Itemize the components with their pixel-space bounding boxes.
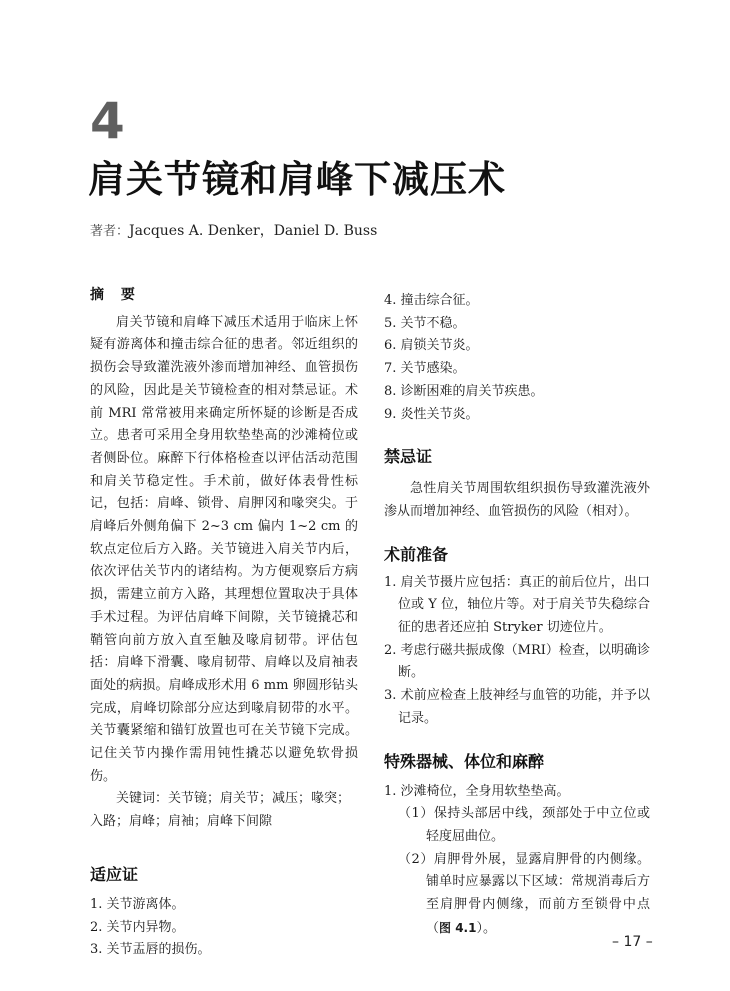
right-column: [384, 290, 650, 940]
equipment-sub-2-end: ）。: [476, 920, 496, 936]
list-item: 2. 关节内异物。: [90, 919, 185, 935]
authors-label: 著者：: [90, 224, 130, 239]
indications-heading: 适应证: [90, 864, 139, 884]
list-item: 8. 诊断困难的肩关节疾患。: [384, 383, 544, 399]
list-item: 3. 关节盂唇的损伤。: [90, 942, 211, 958]
list-item: 7. 关节感染。: [384, 361, 466, 377]
list-item: 5. 关节不稳。: [384, 315, 466, 331]
preop-list: [384, 572, 650, 731]
figure-reference[interactable]: 图 4.1: [439, 920, 477, 935]
list-item: 6. 肩锁关节炎。: [384, 338, 479, 354]
contraindications-body: 急性肩关节周围软组织损伤导致灌洗液外渗从而增加神经、血管损伤的风险（相对）。: [384, 481, 650, 519]
abstract-body: 肩关节镜和肩峰下减压术适用于临床上怀疑有游离体和撞击综合征的患者。邻近组织的损伤会导致灌洗液外渗而增加神经、血管损伤的风险，因此是关节镜检查的相对禁忌证。术前 MRI 常常被用来确定所怀疑的诊断是否成立。患者可采用全身用软垫垫高的沙滩椅位或者侧卧位。麻醉下行体格检查以评估活动范围和肩关节稳定性。手术前，做好体表骨性标记，包括：肩峰、锁骨、肩胛冈和喙突尖。于肩峰后外侧角偏下 2~3 cm 偏内 1~2 cm 的软点定位后方入路。关节镜进入肩关节内后，依次评估关节内的诸结构。为方便观察后方病损，需建立前方入路，其理想位置取决于具体手术过程。为评估肩峰下间隙，关节镜撬芯和鞘管向前方放入直至触及喙肩韧带。评估包括：肩峰下滑囊、喙肩韧带、肩峰以及肩袖表面处的病损。肩峰成形术用 6 mm 卵圆形钻头完成，肩峰切除部分应达到喙肩韧带的水平。关节囊紧缩和锚钉放置也可在关节镜下完成。记住关节内操作需用钝性撬芯以避免软骨损伤。: [90, 314, 358, 784]
equipment-sub-2-text: （2）肩胛骨外展，显露肩胛骨的内侧缘。铺单时应暴露以下区域：常规消毒后方至肩胛骨内侧缘，而前方至锁骨中点（: [398, 851, 650, 936]
list-item: 3. 术前应检查上肢神经与血管的功能，并予以记录。: [384, 688, 650, 726]
author-names: Jacques A. Denker，Daniel D. Buss: [129, 223, 378, 239]
contraindications-heading: 禁忌证: [384, 447, 433, 467]
page-number: – 17 –: [612, 934, 653, 950]
equipment-sub-1: （1）保持头部居中线，颈部处于中立位或轻度屈曲位。: [398, 806, 650, 844]
list-item: 1. 关节游离体。: [90, 896, 185, 912]
list-item: 9. 炎性关节炎。: [384, 406, 479, 422]
equipment-item-1: 1. 沙滩椅位，全身用软垫垫高。: [384, 783, 570, 799]
abstract-heading: 摘 要: [90, 287, 141, 303]
indications-list-continued: [384, 290, 650, 426]
list-item: 4. 撞击综合征。: [384, 293, 479, 308]
indications-list: [90, 894, 358, 962]
list-item: 2. 考虑行磁共振成像（MRI）检查，以明确诊断。: [384, 642, 650, 681]
chapter-title: 肩关节镜和肩峰下减压术: [88, 158, 506, 201]
preop-heading: 术前准备: [384, 544, 449, 564]
list-item: 1. 肩关节摄片应包括：真正的前后位片，出口位或 Y 位，轴位片等。对于肩关节失稳综合征的患者还应拍 Stryker 切迹位片。: [384, 574, 650, 636]
keywords: 关键词：关节镜；肩关节；减压；喙突；入路；肩峰；肩袖；肩峰下间隙: [90, 791, 351, 830]
equipment-heading: 特殊器械、体位和麻醉: [384, 751, 545, 771]
equipment-sub-2: [384, 849, 650, 941]
authors-line: [90, 220, 377, 240]
chapter-number: 4: [90, 92, 125, 150]
left-column: [90, 284, 358, 962]
